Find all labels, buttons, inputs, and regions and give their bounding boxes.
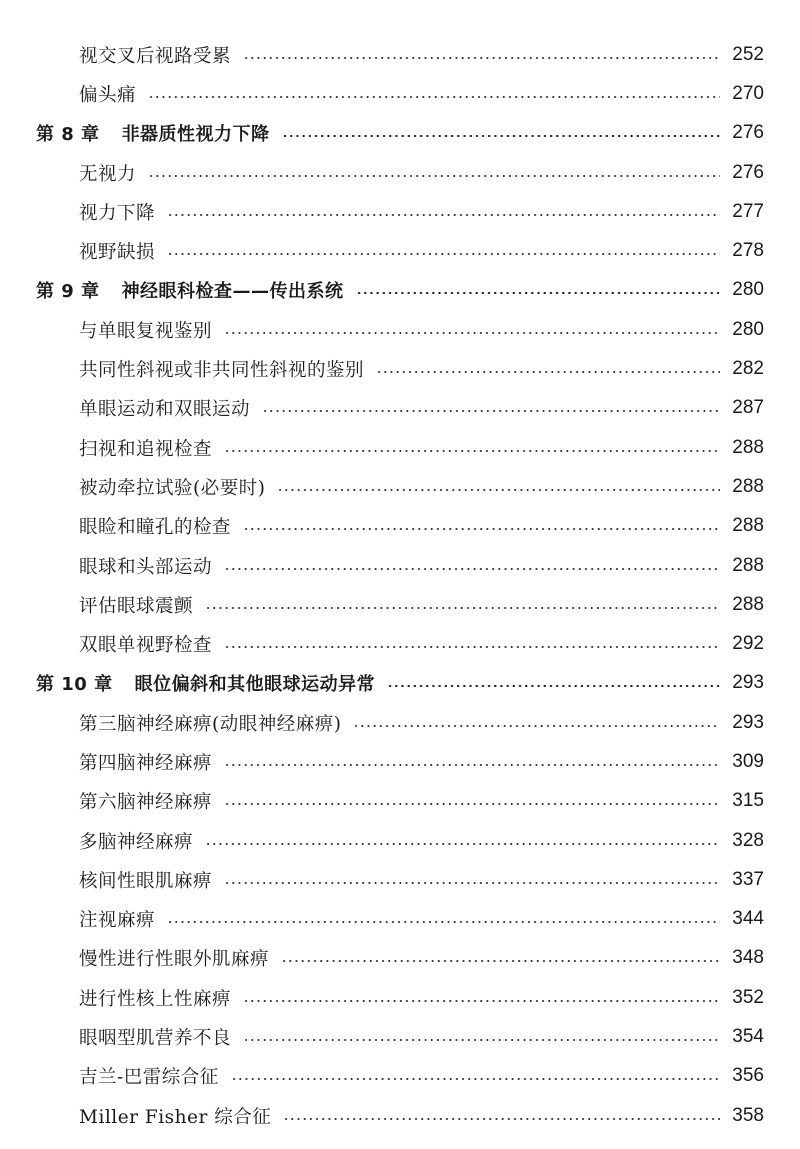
chapter-heading — [36, 670, 375, 696]
toc-entry-page: 280 — [732, 318, 764, 340]
toc-entry-page: 277 — [732, 200, 764, 222]
dot-leader — [148, 96, 720, 98]
toc-entry[interactable] — [0, 349, 800, 388]
toc-chapter-9[interactable] — [0, 271, 800, 310]
dot-leader — [243, 1000, 720, 1002]
toc-entry-title: 眼咽型肌营养不良 — [79, 1028, 232, 1050]
dot-leader — [224, 568, 720, 570]
toc-entry-page: 292 — [732, 633, 764, 655]
dot-leader — [148, 175, 720, 177]
dot-leader — [283, 1118, 720, 1120]
toc-entry-title: 评估眼球震颤 — [79, 595, 194, 617]
dot-leader — [224, 646, 720, 648]
dot-leader — [356, 292, 720, 294]
toc-entry-title: 第六脑神经麻痹 — [79, 792, 213, 814]
toc-entry-title: 核间性眼肌麻痹 — [79, 870, 213, 892]
toc-entry-title: 视交叉后视路受累 — [79, 45, 232, 67]
toc-entry-page: 288 — [732, 515, 764, 537]
toc-entry[interactable] — [0, 782, 800, 821]
dot-leader — [281, 960, 720, 962]
dot-leader — [277, 489, 720, 491]
dot-leader — [205, 843, 720, 845]
toc-entry-page: 358 — [732, 1104, 764, 1126]
toc-entry-title: 多脑神经麻痹 — [79, 831, 194, 853]
toc-entry-page: 348 — [732, 947, 764, 969]
toc-entry-title: 第三脑神经麻痹(动眼神经麻痹) — [79, 713, 342, 735]
toc-entry-title: 单眼运动和双眼运动 — [79, 399, 251, 421]
toc-entry-title: 眼球和头部运动 — [79, 556, 213, 578]
toc-entry[interactable] — [0, 153, 800, 192]
toc-entry[interactable] — [0, 900, 800, 939]
toc-entry-page: 293 — [732, 672, 764, 694]
dot-leader — [387, 685, 720, 687]
toc-entry-page: 270 — [732, 82, 764, 104]
toc-entry-title: 第四脑神经麻痹 — [79, 752, 213, 774]
dot-leader — [282, 135, 720, 137]
toc-entry-page: 354 — [732, 1026, 764, 1048]
toc-entry-page: 278 — [732, 240, 764, 262]
toc-entry-page: 252 — [732, 43, 764, 65]
dot-leader — [243, 57, 720, 59]
chapter-title: 非器质性视力下降 — [121, 124, 270, 146]
toc-entry-page: 288 — [732, 554, 764, 576]
toc-entry-page: 276 — [732, 161, 764, 183]
toc-entry[interactable] — [0, 507, 800, 546]
toc-entry[interactable] — [0, 389, 800, 428]
dot-leader — [224, 764, 720, 766]
toc-entry[interactable] — [0, 1017, 800, 1056]
toc-entry-page: 287 — [732, 397, 764, 419]
toc-entry-title: 无视力 — [79, 163, 137, 185]
chapter-title: 眼位偏斜和其他眼球运动异常 — [134, 674, 376, 696]
toc-entry-title: 双眼单视野检查 — [79, 635, 213, 657]
toc-entry-title: 扫视和追视检查 — [79, 438, 213, 460]
toc-entry[interactable] — [0, 1057, 800, 1096]
dot-leader — [243, 1039, 720, 1041]
dot-leader — [167, 253, 720, 255]
toc-entry-page: 356 — [732, 1065, 764, 1087]
toc-entry[interactable] — [0, 585, 800, 624]
toc-entry[interactable] — [0, 624, 800, 663]
dot-leader — [376, 371, 720, 373]
toc-entry-page: 344 — [732, 908, 764, 930]
toc-entry-page: 280 — [732, 279, 764, 301]
toc-entry-page: 288 — [732, 436, 764, 458]
toc-entry[interactable] — [0, 428, 800, 467]
toc-entry[interactable] — [0, 860, 800, 899]
toc-entry-page: 309 — [732, 750, 764, 772]
toc-entry-page: 328 — [732, 829, 764, 851]
toc-entry[interactable] — [0, 35, 800, 74]
toc-entry[interactable] — [0, 74, 800, 113]
toc-entry[interactable] — [0, 703, 800, 742]
chapter-number: 第 10 章 — [36, 674, 113, 696]
chapter-heading — [36, 277, 344, 303]
dot-leader — [353, 725, 720, 727]
toc-entry-page: 288 — [732, 593, 764, 615]
toc-entry[interactable] — [0, 192, 800, 231]
dot-leader — [167, 921, 720, 923]
toc-entry[interactable] — [0, 939, 800, 978]
toc-entry-title: 注视麻痹 — [79, 910, 156, 932]
toc-entry[interactable] — [0, 821, 800, 860]
dot-leader — [224, 450, 720, 452]
toc-entry-page: 337 — [732, 868, 764, 890]
chapter-number: 第 9 章 — [36, 281, 100, 303]
toc-entry-title: 与单眼复视鉴别 — [79, 320, 213, 342]
toc-entry-title: 共同性斜视或非共同性斜视的鉴别 — [79, 360, 365, 382]
toc-entry-title: 慢性进行性眼外肌麻痹 — [79, 949, 270, 971]
toc-entry-title: 进行性核上性麻痹 — [79, 988, 232, 1010]
toc-entry-title: 视力下降 — [79, 202, 156, 224]
toc-entry[interactable] — [0, 978, 800, 1017]
toc-entry-title: 吉兰-巴雷综合征 — [79, 1067, 219, 1089]
toc-entry-page: 282 — [732, 358, 764, 380]
toc-entry[interactable] — [0, 467, 800, 506]
toc-chapter-8[interactable] — [0, 114, 800, 153]
toc-entry-page: 315 — [732, 790, 764, 812]
dot-leader — [167, 214, 720, 216]
dot-leader — [262, 410, 720, 412]
toc-entry-page: 293 — [732, 711, 764, 733]
toc-entry-title: 被动牵拉试验(必要时) — [79, 477, 266, 499]
chapter-title: 神经眼科检查——传出系统 — [121, 281, 344, 303]
toc-entry[interactable] — [0, 310, 800, 349]
toc-entry-title: Miller Fisher 综合征 — [79, 1106, 272, 1128]
toc-entry[interactable] — [0, 1096, 800, 1135]
toc-entry[interactable] — [0, 546, 800, 585]
dot-leader — [205, 607, 720, 609]
toc-entry-title: 眼睑和瞳孔的检查 — [79, 517, 232, 539]
dot-leader — [231, 1078, 720, 1080]
toc-entry-page: 288 — [732, 475, 764, 497]
toc-chapter-10[interactable] — [0, 664, 800, 703]
table-of-contents — [0, 35, 800, 1135]
chapter-heading — [36, 120, 270, 146]
toc-entry[interactable] — [0, 742, 800, 781]
toc-entry-title: 视野缺损 — [79, 242, 156, 264]
toc-entry-page: 352 — [732, 986, 764, 1008]
dot-leader — [224, 882, 720, 884]
dot-leader — [224, 332, 720, 334]
dot-leader — [243, 528, 720, 530]
toc-entry[interactable] — [0, 231, 800, 270]
chapter-number: 第 8 章 — [36, 124, 100, 146]
dot-leader — [224, 803, 720, 805]
toc-entry-title: 偏头痛 — [79, 84, 137, 106]
toc-entry-page: 276 — [732, 122, 764, 144]
